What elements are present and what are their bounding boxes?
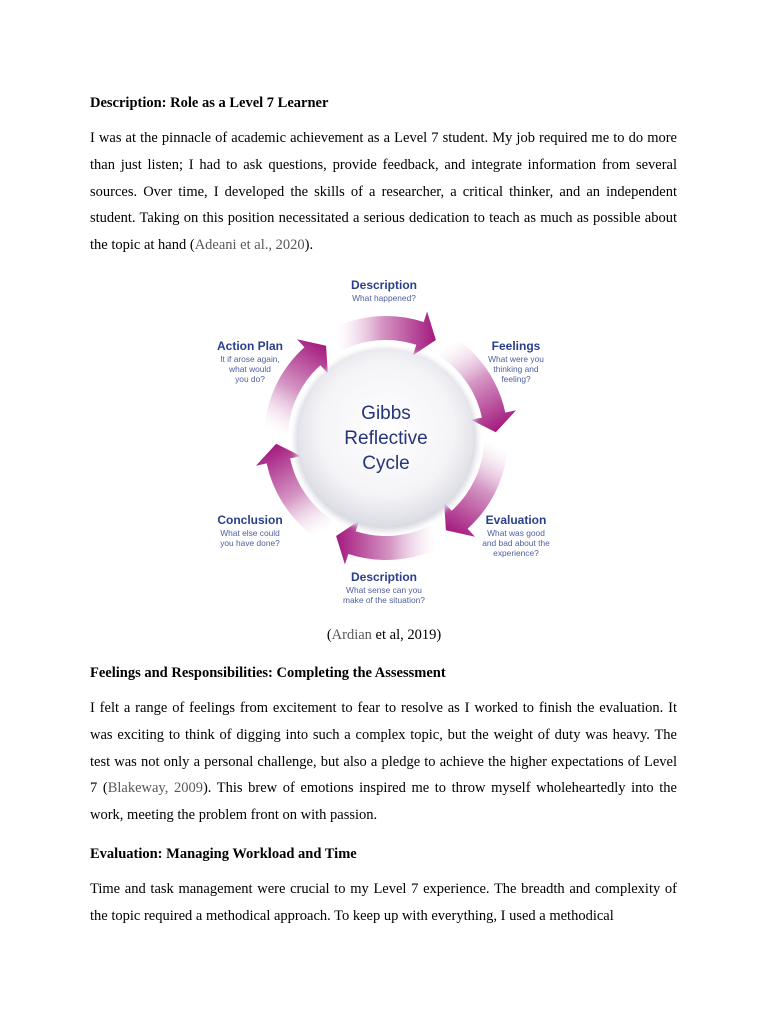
stage-label-1	[351, 278, 417, 303]
stage-subtitle: What happened?	[352, 293, 416, 303]
gibbs-reflective-cycle-diagram	[200, 268, 568, 614]
figure-caption	[0, 626, 768, 644]
stage-subtitle: It if arose again,	[220, 354, 280, 364]
stage-subtitle: you do?	[235, 374, 265, 384]
paragraph-evaluation	[90, 876, 677, 930]
paragraph-role-text: I was at the pinnacle of academic achievement as a Level 7 student. My job required me to do more than just listen; I had to ask questions, provide feedback, and integrate information from several sources. Over time, I developed the skills of a researcher, a critical thinker, and an independent student. Taking on this position necessitated a serious dedication to teach as much as possible about the topic at hand (	[90, 130, 677, 254]
stage-subtitle: you have done?	[220, 538, 280, 548]
caption-open: (	[326, 627, 332, 643]
center-title-line3: Cycle	[362, 453, 410, 474]
center-title-line1: Gibbs	[361, 403, 411, 424]
stage-label-5	[217, 513, 282, 548]
paragraph-role-end: ).	[304, 237, 314, 254]
stage-subtitle: What were you	[488, 354, 544, 364]
stage-subtitle: what would	[229, 364, 271, 374]
paragraph-role	[90, 125, 677, 259]
section-heading-description: Description: Role as a Level 7 Learner	[90, 95, 329, 111]
stage-label-3	[482, 513, 550, 558]
stage-subtitle: What else could	[220, 528, 280, 538]
paragraph-feelings-end: ). This brew of emotions inspired me to throw myself wholeheartedly into the work, meeting the problem front on with passion.	[90, 780, 677, 824]
paragraph-feelings	[90, 695, 677, 829]
stage-title: Action Plan	[216, 339, 284, 353]
stage-title: Conclusion	[217, 513, 283, 527]
stage-subtitle: What was good	[487, 528, 545, 538]
caption-rest: et al, 2019)	[371, 627, 442, 643]
citation-adeani: Adeani et al., 2020	[194, 237, 305, 254]
center-title-line2: Reflective	[344, 428, 428, 449]
stage-title: Description	[350, 570, 418, 584]
stage-label-4	[343, 570, 425, 605]
stage-subtitle: What sense can you	[346, 585, 422, 595]
stage-title: Evaluation	[485, 513, 547, 527]
cycle-arrow-1	[331, 312, 436, 356]
stage-subtitle: experience?	[493, 548, 539, 558]
citation-blakeway: Blakeway, 2009	[107, 780, 203, 797]
paragraph-feelings-text: I felt a range of feelings from excitement to fear to resolve as I worked to finish the evaluation. It was exciting to think of digging into such a complex topic, but the weight of duty was heavy. The test was not only a personal challenge, but also a pledge to achieve the higher expectations of Level 7 (	[90, 700, 677, 797]
section-heading-evaluation: Evaluation: Managing Workload and Time	[90, 846, 357, 862]
stage-subtitle: make of the situation?	[343, 595, 425, 605]
stage-subtitle: and bad about the	[482, 538, 550, 548]
stage-label-6	[217, 339, 283, 384]
stage-title: Description	[350, 278, 418, 292]
caption-author: Ardian	[331, 627, 372, 643]
stage-subtitle: thinking and	[493, 364, 539, 374]
stage-title: Feelings	[491, 339, 541, 353]
stage-subtitle: feeling?	[501, 374, 531, 384]
paragraph-evaluation-text: Time and task management were crucial to my Level 7 experience. The breadth and complexity of the topic required a methodical approach. To keep up with everything, I used a methodical	[90, 881, 677, 924]
section-heading-feelings: Feelings and Responsibilities: Completing the Assessment	[90, 665, 446, 681]
stage-label-2	[488, 339, 544, 384]
